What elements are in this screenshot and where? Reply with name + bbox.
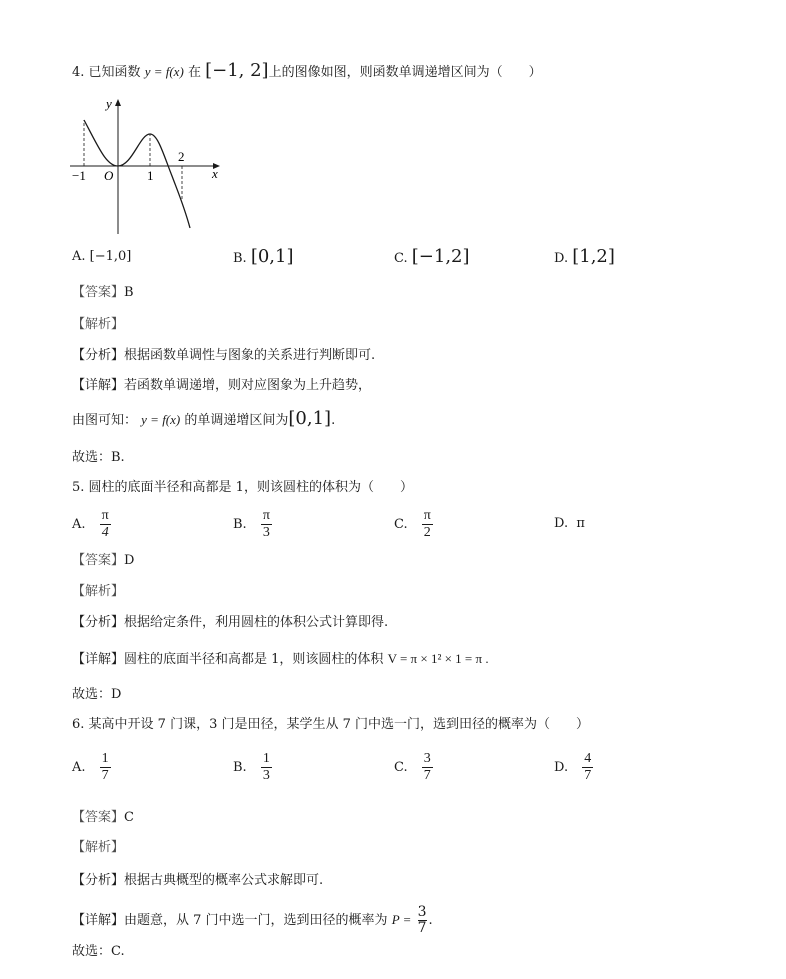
graph-y-label: y <box>106 96 112 111</box>
q4-analysis-heading: 【解析】 <box>72 317 125 332</box>
q4-fenxi: 【分析】根据函数单调性与图象的关系进行判断即可. <box>72 348 376 363</box>
q6-stem: 6. 某高中开设 7 门课，3 门是田径，某学生从 7 门中选一门，选到田径的概率为（ ） <box>72 717 590 732</box>
q4-stem-b: 在 <box>187 65 201 80</box>
graph-tick-2: 2 <box>178 149 185 164</box>
q4-conclusion: 故选：B. <box>72 450 125 465</box>
q5-conclusion: 故选：D <box>72 687 122 702</box>
q6-analysis-heading: 【解析】 <box>72 840 125 855</box>
q5-option-d: D. π <box>554 516 585 531</box>
q5-option-c: C. $\frac{\pi}{2}$ <box>394 508 431 540</box>
q5-formula: V = π × 1² × 1 = π . <box>387 651 489 666</box>
graph-tick-1: 1 <box>147 168 154 183</box>
graph-origin-label: O <box>104 168 114 183</box>
q6-p-label: P = <box>391 912 412 927</box>
q4-option-a: A. [−1,0] <box>72 249 132 264</box>
graph-curve <box>84 120 190 228</box>
q5-analysis-heading: 【解析】 <box>72 584 125 599</box>
q5-fenxi: 【分析】根据给定条件，利用圆柱的体积公式计算即得. <box>72 615 389 630</box>
q4-stem <box>72 62 542 82</box>
graph-y-arrow <box>115 99 121 106</box>
q4-option-d: D. [1,2] <box>554 246 615 267</box>
q4-function-graph <box>68 96 228 238</box>
q6-option-b: B. $\frac{1}{3}$ <box>233 751 270 783</box>
q6-fenxi: 【分析】根据古典概型的概率公式求解即可. <box>72 873 324 888</box>
q6-option-d: D. $\frac{4}{7}$ <box>554 751 592 783</box>
q6-option-c: C. $\frac{3}{7}$ <box>394 751 431 783</box>
q5-answer: 【答案】D <box>72 553 135 568</box>
q5-stem: 5. 圆柱的底面半径和高都是 1，则该圆柱的体积为（ ） <box>72 480 413 495</box>
q4-option-b: B. [0,1] <box>233 246 294 267</box>
q5-option-b: B. $\frac{\pi}{3}$ <box>233 508 270 540</box>
q6-conclusion: 故选：C. <box>72 944 125 959</box>
q6-xiangjie: 【详解】由题意，从 7 门中选一门，选到田径的概率为 P = $\frac{3}{7}$ . <box>72 904 433 936</box>
q5-option-a: A. $\frac{\pi}{4}$ <box>72 508 109 540</box>
graph-x-label: x <box>212 166 218 181</box>
q4-number: 4. <box>72 65 85 80</box>
q6-p-fraction: $\frac{3}{7}$ <box>417 904 427 936</box>
graph-tick-neg1: −1 <box>72 168 86 183</box>
q4-stem-a: 已知函数 <box>88 65 141 80</box>
q4-stem-c: 上的图像如图，则函数单调递增区间为（ ） <box>268 65 542 80</box>
q4-option-c: C. [−1,2] <box>394 246 470 267</box>
q4-interval: [−1, 2] <box>205 60 269 81</box>
q4-xiangjie: 【详解】若函数单调递增，则对应图象为上升趋势， <box>72 378 372 393</box>
q5-xiangjie: 【详解】圆柱的底面半径和高都是 1，则该圆柱的体积 V = π × 1² × 1 = π . <box>72 651 489 667</box>
q4-detail-line2: 由图可知： y = f(x) 的单调递增区间为[0,1]. <box>72 408 336 429</box>
q4-answer: 【答案】B <box>72 285 134 300</box>
q6-option-a: A. $\frac{1}{7}$ <box>72 751 109 783</box>
q4-func: y = f(x) <box>144 64 184 79</box>
q6-answer: 【答案】C <box>72 810 134 825</box>
